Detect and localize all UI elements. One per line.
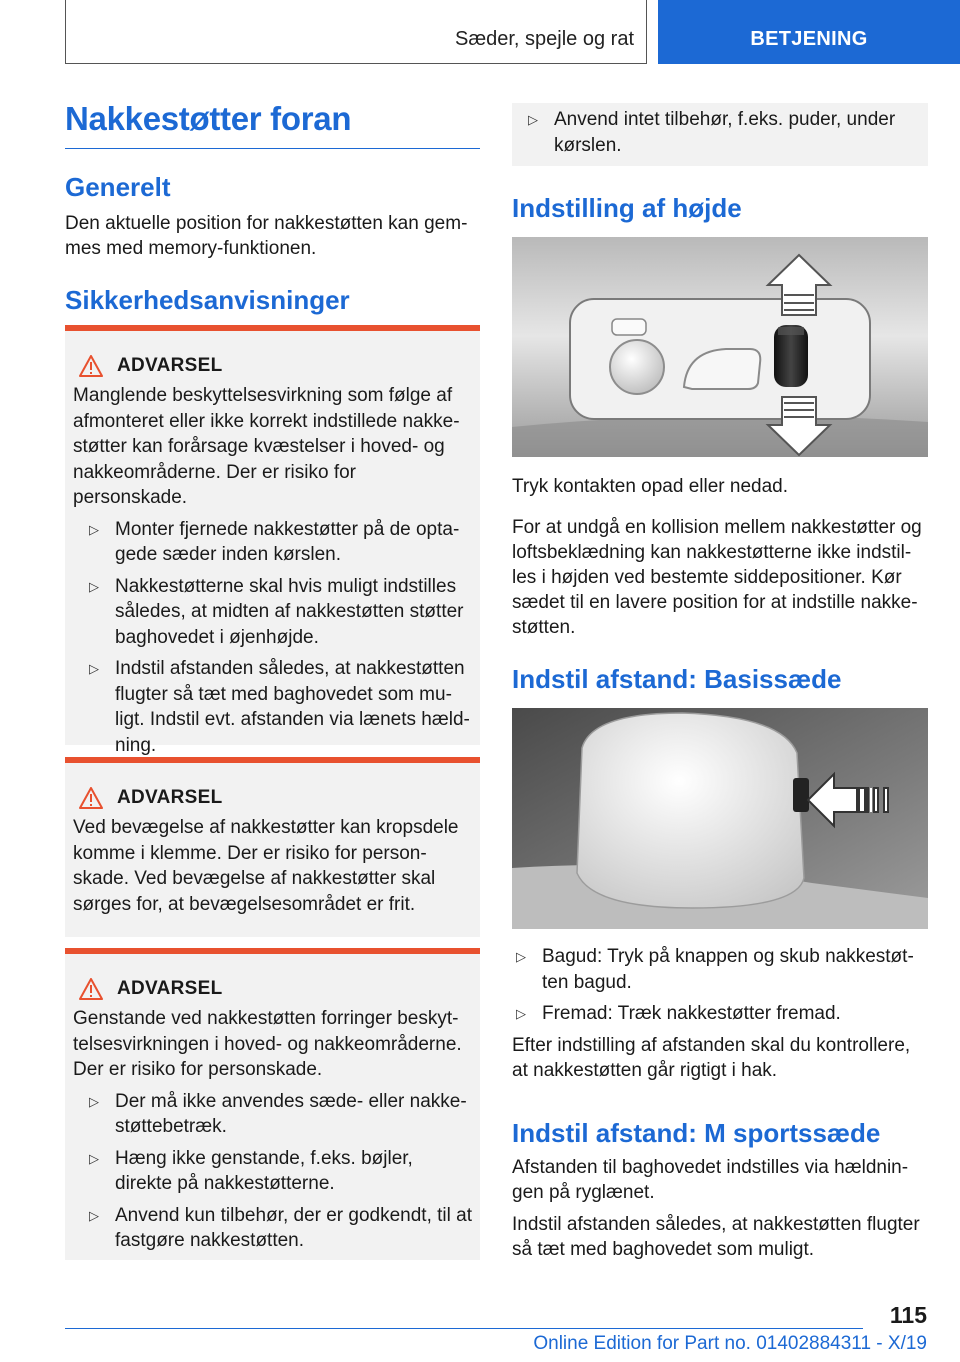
- triangle-bullet-icon: ▷: [516, 949, 526, 964]
- header-chapter-tab[interactable]: [658, 0, 960, 64]
- basis-heading: Indstil afstand: Basissæde: [512, 664, 842, 694]
- seat-switch-photo: [512, 237, 928, 457]
- warning-label: ADVARSEL: [117, 978, 223, 999]
- warning-text: Manglende beskyttelsesvirkning som følge af afmonteret eller ikke korrekt indstillede nakkestøtter kan forårsage kvæstelser i hoved- og nakkeområderne. Der er risiko for personskade.: [73, 385, 460, 508]
- triangle-bullet-icon: ▷: [89, 1150, 99, 1166]
- hojde-text: For at undgå en kollision mellem nakkestøtter og loftsbeklædning kan nakkestøtterne ikke indstilles i højden ved bestemte siddepositioner. Kør sædet til en lavere position for at indstille nakkestøtten.: [512, 517, 922, 638]
- warning-continued-list: [520, 107, 920, 158]
- list-item: ▷ Der må ikke anvendes sæde- eller nakkestøttebetræk.: [89, 1090, 467, 1137]
- basis-list: [512, 944, 928, 1033]
- list-item: ▷ Anvend kun tilbehør, der er godkendt, til at fastgøre nakkestøtten.: [89, 1204, 472, 1251]
- triangle-bullet-icon: ▷: [528, 112, 538, 127]
- warning-triangle-icon: [79, 787, 103, 809]
- warning-label: ADVARSEL: [117, 787, 223, 808]
- footer-divider: [65, 1328, 863, 1329]
- warning-list: [73, 517, 472, 759]
- generelt-heading: Generelt: [65, 172, 171, 202]
- list-item: ▷ Anvend intet tilbehør, f.eks. puder, under kørslen.: [528, 109, 896, 156]
- list-item: ▷ Bagud: Tryk på knappen og skub nakkestøtten bagud.: [516, 946, 914, 993]
- msport-text-2: Indstil afstanden således, at nakkestøtten flugter så tæt med baghovedet som muligt.: [512, 1214, 920, 1260]
- triangle-bullet-icon: ▷: [89, 1093, 99, 1109]
- warning-box-3: [65, 948, 480, 1260]
- warning-text: Genstande ved nakkestøtten forringer beskyttelsesvirkningen i hoved- og nakkeområderne. Der er risiko for personskade.: [73, 1008, 462, 1080]
- msport-heading: Indstil afstand: M sportssæde: [512, 1118, 881, 1148]
- header-chapter-label: BETJENING: [750, 28, 868, 50]
- header-section-box: [65, 0, 647, 64]
- headrest-photo: [512, 708, 928, 929]
- page-number: 115: [889, 1302, 927, 1328]
- triangle-bullet-icon: ▷: [89, 1207, 99, 1223]
- page-title: Nakkestøtter foran: [65, 100, 352, 137]
- warning-box-2: [65, 757, 480, 937]
- msport-text-1: Afstanden til baghovedet indstilles via hældningen på ryglænet.: [512, 1157, 909, 1203]
- list-item: ▷ Fremad: Træk nakkestøtter fremad.: [512, 1001, 928, 1027]
- warning-label: ADVARSEL: [117, 355, 223, 376]
- generelt-text: Den aktuelle position for nakkestøtten kan gemmes med memory-funktionen.: [65, 213, 468, 259]
- triangle-bullet-icon: ▷: [89, 661, 99, 676]
- list-item: ▷ Indstil afstanden således, at nakkestøtten flugter så tæt med baghovedet som muligt. Indstil evt. afstanden via lænets hældning.: [89, 658, 470, 756]
- warning-text: Ved bevægelse af nakkestøtter kan kropsdele komme i klemme. Der er risiko for personskade. Ved bevægelse af nakkestøtter skal sørges for, at bevægelsesområdet er frit.: [73, 817, 459, 915]
- warning-box-1: [65, 325, 480, 756]
- triangle-bullet-icon: ▷: [516, 1006, 526, 1021]
- triangle-bullet-icon: ▷: [89, 521, 99, 537]
- basis-text: Efter indstilling af afstanden skal du kontrollere, at nakkestøtten går rigtigt i hak.: [512, 1035, 911, 1081]
- safety-heading: Sikkerhedsanvisninger: [65, 285, 350, 315]
- header-section-title: Sæder, spejle og rat: [455, 28, 634, 50]
- warning-continued-box: [512, 103, 928, 166]
- warning-list: [73, 1089, 472, 1254]
- triangle-bullet-icon: ▷: [89, 578, 99, 594]
- hojde-caption: Tryk kontakten opad eller nedad.: [512, 476, 789, 497]
- list-item: ▷ Monter fjernede nakkestøtter på de optagede sæder inden kørslen.: [89, 518, 460, 565]
- hojde-heading: Indstilling af højde: [512, 193, 742, 223]
- warning-triangle-icon: [79, 978, 103, 1000]
- title-divider: [65, 148, 480, 149]
- footer-edition: Online Edition for Part no. 01402884311 - X/19: [533, 1333, 927, 1354]
- list-item: ▷ Nakkestøtterne skal hvis muligt indstilles således, at midten af nakkestøtten støtter baghovedet i øjenhøjde.: [89, 575, 464, 648]
- warning-triangle-icon: [79, 355, 103, 377]
- list-item: ▷ Hæng ikke genstande, f.eks. bøjler, direkte på nakkestøtterne.: [89, 1147, 413, 1194]
